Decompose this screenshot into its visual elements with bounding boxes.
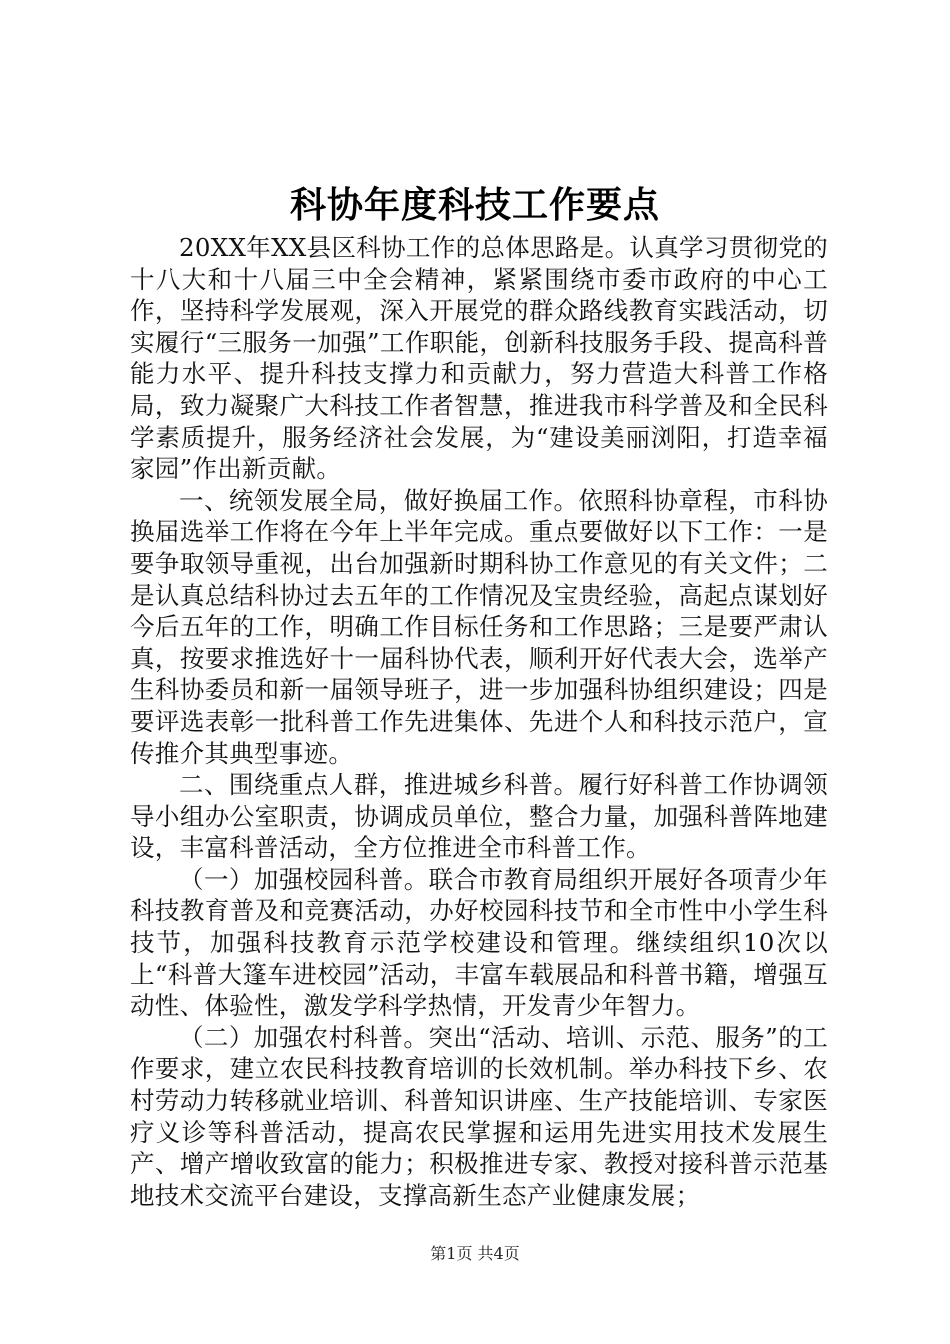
document-body [130, 232, 828, 1211]
paragraph-subsection-2: （二）加强农村科普。突出“活动、培训、示范、服务”的工作要求，建立农民科技教育培训的长效机制。举办科技下乡、农村劳动力转移就业培训、科普知识讲座、生产技能培训、专家医疗义诊等科普活动，提高农民掌握和运用先进实用技术发展生产、增产增收致富的能力；积极推进专家、教授对接科普示范基地技术交流平台建设，支撑高新生态产业健康发展； [130, 1022, 828, 1210]
paragraph-intro: 20XX年XX县区科协工作的总体思路是。认真学习贯彻党的十八大和十八届三中全会精神，紧紧围绕市委市政府的中心工作，坚持科学发展观，深入开展党的群众路线教育实践活动，切实履行“三服务一加强”工作职能，创新科技服务手段、提高科普能力水平、提升科技支撑力和贡献力，努力营造大科普工作格局，致力凝聚广大科技工作者智慧，推进我市科学普及和全民科学素质提升，服务经济社会发展，为“建设美丽浏阳，打造幸福家园”作出新贡献。 [130, 233, 828, 484]
page-number-footer: 第1页 共4页 [430, 1244, 520, 1263]
paragraph-section-2: 二、围绕重点人群，推进城乡科普。履行好科普工作协调领导小组办公室职责，协调成员单位，整合力量，加强科普阵地建设，丰富科普活动，全方位推进全市科普工作。 [130, 770, 828, 863]
document-title: 科协年度科技工作要点 [289, 185, 660, 226]
paragraph-subsection-1: （一）加强校园科普。联合市教育局组织开展好各项青少年科技教育普及和竞赛活动，办好校园科技节和全市性中小学生科技节，加强科技教育示范学校建设和管理。继续组织10次以上“科普大篷车进校园”活动，丰富车载展品和科普书籍，增强互动性、体验性，激发学科学热情，开发青少年智力。 [130, 864, 828, 1021]
paragraph-section-1: 一、统领发展全局，做好换届工作。依照科协章程，市科协换届选举工作将在今年上半年完成。重点要做好以下工作：一是要争取领导重视，出台加强新时期科协工作意见的有关文件；二是认真总结科协过去五年的工作情况及宝贵经验，高起点谋划好今后五年的工作，明确工作目标任务和工作思路；三是要严肃认真，按要求推选好十一届科协代表，顺利开好代表大会，选举产生科协委员和新一届领导班子，进一步加强科协组织建设；四是要评选表彰一批科普工作先进集体、先进个人和科技示范户，宣传推介其典型事迹。 [130, 485, 828, 768]
